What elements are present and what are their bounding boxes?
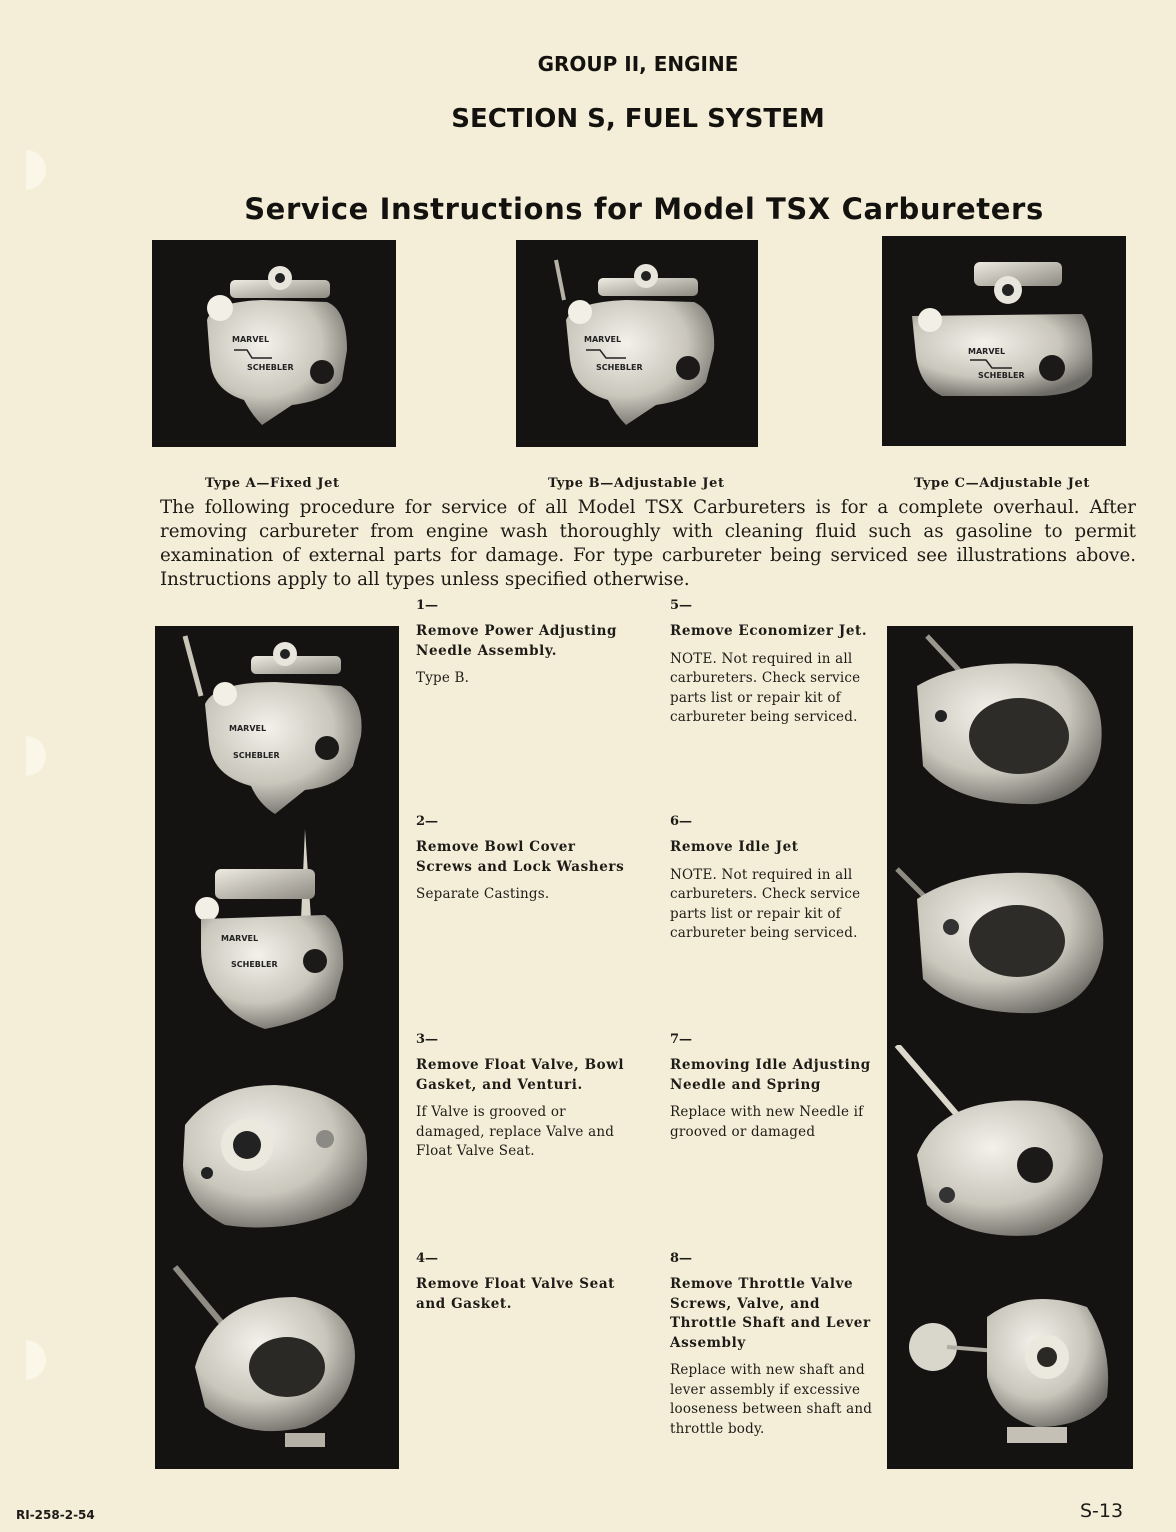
step-5 bbox=[670, 596, 882, 728]
svg-text:SCHEBLER: SCHEBLER bbox=[231, 960, 278, 969]
svg-text:SCHEBLER: SCHEBLER bbox=[596, 363, 643, 372]
group-heading: GROUP II, ENGINE bbox=[537, 52, 739, 76]
page-number: S-13 bbox=[1080, 1500, 1124, 1522]
step-7-photo bbox=[887, 1045, 1133, 1257]
step-4-photo bbox=[155, 1257, 399, 1469]
binder-hole bbox=[26, 150, 46, 190]
binder-hole bbox=[26, 1340, 46, 1380]
intro-paragraph: The following procedure for service of all Model TSX Carbureters is for a complete overhaul. After removing carbureter from engine wash thoroughly with cleaning fluid such as gasoline to permit examination of external parts for damage. For type carbureter being serviced see illustrations above. Instructions apply to all types unless specified otherwise. bbox=[160, 497, 1136, 590]
step-heading: Remove Float Valve, Bowl Gasket, and Venturi. bbox=[416, 1057, 625, 1093]
step-body: Type B. bbox=[416, 670, 470, 686]
step-2-photo bbox=[155, 829, 399, 1045]
type-a-caption: Type A—Fixed Jet bbox=[205, 476, 340, 491]
step-number: 4— bbox=[416, 1251, 439, 1266]
page-title: Service Instructions for Model TSX Carbureters bbox=[244, 192, 1044, 226]
step-body: NOTE. Not required in all carbureters. Check service parts list or repair kit of carbureter being serviced. bbox=[670, 866, 861, 941]
step-heading: Remove Bowl Cover Screws and Lock Washers bbox=[416, 839, 625, 875]
svg-text:MARVEL: MARVEL bbox=[232, 335, 270, 344]
step-number: 2— bbox=[416, 814, 439, 829]
section-heading: SECTION S, FUEL SYSTEM bbox=[451, 104, 825, 134]
svg-text:SCHEBLER: SCHEBLER bbox=[978, 371, 1025, 380]
type-b-carbureter-photo bbox=[516, 240, 758, 447]
svg-text:MARVEL: MARVEL bbox=[221, 934, 259, 943]
step-number: 3— bbox=[416, 1032, 439, 1047]
step-body: If Valve is grooved or damaged, replace Valve and Float Valve Seat. bbox=[416, 1104, 615, 1159]
svg-text:MARVEL: MARVEL bbox=[968, 347, 1006, 356]
binder-hole bbox=[26, 736, 46, 776]
step-5-photo bbox=[887, 626, 1133, 829]
step-4 bbox=[416, 1249, 628, 1322]
step-6 bbox=[670, 812, 882, 944]
step-body: NOTE. Not required in all carbureters. Check service parts list or repair kit of carbureter being serviced. bbox=[670, 650, 861, 725]
step-7 bbox=[670, 1030, 882, 1142]
step-number: 7— bbox=[670, 1032, 693, 1047]
type-a-carbureter-photo bbox=[152, 240, 396, 447]
step-3 bbox=[416, 1030, 628, 1162]
step-body: Replace with new shaft and lever assembly if excessive looseness between shaft and throttle body. bbox=[670, 1362, 873, 1437]
svg-text:MARVEL: MARVEL bbox=[229, 724, 267, 733]
step-3-photo bbox=[155, 1045, 399, 1257]
step-heading: Remove Power Adjusting Needle Assembly. bbox=[416, 623, 618, 659]
type-c-carbureter-photo bbox=[882, 236, 1126, 446]
step-number: 8— bbox=[670, 1251, 693, 1266]
step-heading: Removing Idle Adjusting Needle and Spring bbox=[670, 1057, 871, 1093]
step-number: 6— bbox=[670, 814, 693, 829]
step-heading: Remove Float Valve Seat and Gasket. bbox=[416, 1276, 615, 1312]
step-1-photo bbox=[155, 626, 399, 829]
step-6-photo bbox=[887, 829, 1133, 1045]
step-2 bbox=[416, 812, 628, 905]
step-body: Replace with new Needle if grooved or damaged bbox=[670, 1104, 864, 1140]
step-1 bbox=[416, 596, 628, 689]
step-8-photo bbox=[887, 1257, 1133, 1469]
step-heading: Remove Throttle Valve Screws, Valve, and Throttle Shaft and Lever Assembly bbox=[670, 1276, 871, 1351]
step-number: 5— bbox=[670, 598, 693, 613]
step-body: Separate Castings. bbox=[416, 886, 550, 902]
svg-text:SCHEBLER: SCHEBLER bbox=[247, 363, 294, 372]
step-heading: Remove Economizer Jet. bbox=[670, 623, 868, 639]
step-number: 1— bbox=[416, 598, 439, 613]
document-code: RI-258-2-54 bbox=[16, 1508, 95, 1522]
svg-text:MARVEL: MARVEL bbox=[584, 335, 622, 344]
step-8 bbox=[670, 1249, 882, 1439]
step-heading: Remove Idle Jet bbox=[670, 839, 799, 855]
svg-text:SCHEBLER: SCHEBLER bbox=[233, 751, 280, 760]
type-b-caption: Type B—Adjustable Jet bbox=[548, 476, 725, 491]
type-c-caption: Type C—Adjustable Jet bbox=[914, 476, 1090, 491]
